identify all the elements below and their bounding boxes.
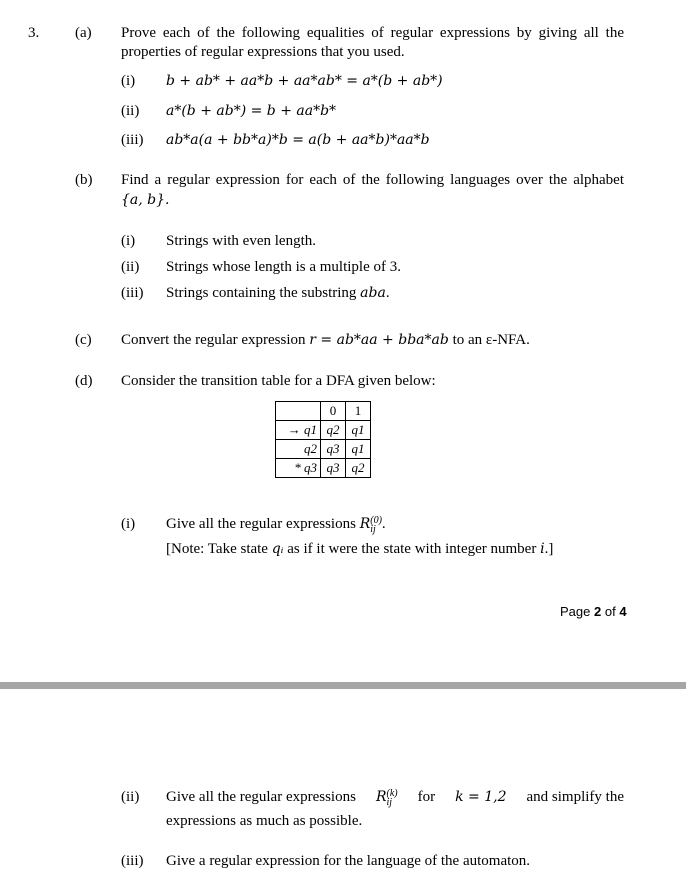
part-b-item-ii-text: Strings whose length is a multiple of 3.	[166, 259, 401, 275]
part-d-item-iii-label: (iii)	[121, 853, 144, 869]
part-b-item-i-text: Strings with even length.	[166, 233, 316, 249]
table-row	[276, 421, 371, 440]
part-a-item-ii-label: (ii)	[121, 103, 140, 119]
part-a-item-i-expr: b + ab* + aa*b + aa*ab* = a*(b + ab*)	[166, 73, 443, 89]
part-a-label: (a)	[75, 25, 92, 41]
part-b-text-line1: Find a regular expression for each of the following languages over the alphabet	[121, 172, 624, 188]
part-d-item-i-label: (i)	[121, 516, 136, 532]
part-b-label: (b)	[75, 172, 93, 188]
part-a-text-line2: properties of regular expressions that you used.	[121, 44, 405, 60]
table-header-1: 1	[346, 402, 371, 421]
part-d-item-i-text: Give all the regular expressions R (0) ij .	[166, 514, 386, 535]
part-b-alphabet: {a, b}.	[121, 192, 170, 208]
table-state-cell: → q1	[276, 421, 321, 440]
dfa-transition-table	[275, 401, 371, 478]
table-cell: q2	[346, 459, 371, 478]
part-a-item-i-label: (i)	[121, 73, 136, 89]
part-a-text-line1: Prove each of the following equalities of regular expressions by giving all the	[121, 25, 624, 41]
part-d-text: Consider the transition table for a DFA given below:	[121, 373, 436, 389]
table-cell: q3	[321, 440, 346, 459]
part-a-item-iii-expr: ab*a(a + bb*a)*b = a(b + aa*b)*aa*b	[166, 132, 430, 148]
question-number: 3.	[28, 25, 40, 41]
part-c-label: (c)	[75, 332, 92, 348]
part-b-item-i-label: (i)	[121, 233, 136, 249]
part-d-item-iii-text: Give a regular expression for the language of the automaton.	[166, 853, 531, 869]
part-d-item-ii-text: Give all the regular expressions R (k) ij for k = 1,2 and simplify the	[166, 787, 624, 808]
table-cell: q1	[346, 440, 371, 459]
part-b-item-ii-label: (ii)	[121, 259, 140, 275]
table-state-cell: q2	[276, 440, 321, 459]
table-cell: q1	[346, 421, 371, 440]
part-a-item-iii-label: (iii)	[121, 132, 144, 148]
part-b-item-iii-text: Strings containing the substring aba.	[166, 285, 390, 301]
page-separator	[0, 682, 686, 689]
table-header-0: 0	[321, 402, 346, 421]
part-d-item-ii-text-line2: expressions as much as possible.	[166, 813, 363, 829]
part-d-label: (d)	[75, 373, 93, 389]
part-b-item-iii-label: (iii)	[121, 285, 144, 301]
part-d-item-ii-label: (ii)	[121, 789, 140, 805]
part-a-item-ii-expr: a*(b + ab*) = b + aa*b*	[166, 103, 337, 119]
table-header-blank	[276, 402, 321, 421]
table-cell: q3	[321, 459, 346, 478]
table-header-row	[276, 402, 371, 421]
table-row	[276, 459, 371, 478]
part-c-text: Convert the regular expression r = ab*aa + bba*ab to an ε-NFA.	[121, 332, 530, 348]
table-cell: q2	[321, 421, 346, 440]
table-state-cell: * q3	[276, 459, 321, 478]
table-row	[276, 440, 371, 459]
part-d-item-i-note: [Note: Take state qᵢ as if it were the state with integer number i.]	[166, 541, 554, 557]
page-footer: Page 2 of 4	[560, 604, 627, 619]
